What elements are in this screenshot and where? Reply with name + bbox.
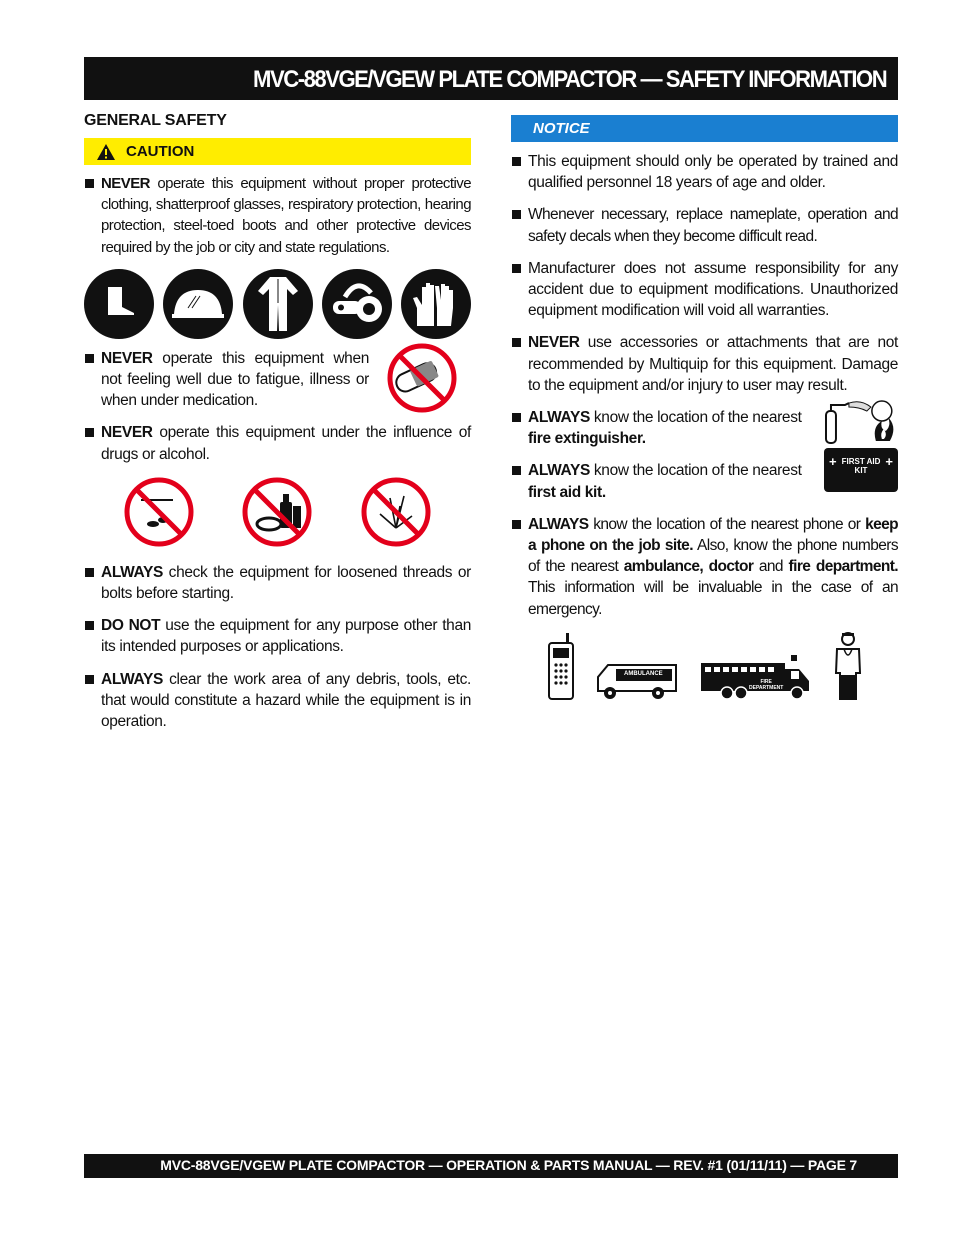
emergency-icon-row [547, 631, 862, 701]
caution-label: CAUTION [126, 143, 195, 160]
warning-triangle-icon [96, 143, 116, 161]
ppe-icon-row [84, 269, 471, 339]
no-smoking-icon [360, 476, 432, 548]
right-column [511, 110, 898, 701]
notice-fire-extinguisher: ALWAYS know the location of the nearest fire extinguisher. [511, 407, 810, 449]
hard-hat-icon [163, 269, 233, 339]
prohibition-icon-row [84, 476, 471, 548]
page-title: MVC-88VGE/VGEW PLATE COMPACTOR — SAFETY INFORMATION [252, 66, 886, 93]
gloves-icon [401, 269, 471, 339]
notice-trained-personnel: This equipment should only be operated by trained and qualified personnel 18 years of age and older. [511, 151, 898, 193]
bullet-check-bolts: ALWAYS check the equipment for loosened threads or bolts before starting. [84, 562, 471, 604]
page-footer [84, 1154, 898, 1178]
bullet-clear-work-area: ALWAYS clear the work area of any debris, tools, etc. that would constitute a hazard while the equipment is in operation. [84, 669, 471, 733]
bullet-drugs-alcohol: NEVER operate this equipment under the influence of drugs or alcohol. [84, 422, 471, 464]
ambulance-icon: AMBULANCE [596, 657, 678, 701]
notice-replace-decals: Whenever necessary, replace nameplate, operation and safety decals when they become difficult read. [511, 204, 898, 246]
boot-icon [84, 269, 154, 339]
no-drugs-icon [123, 476, 195, 548]
goggles-earmuffs-icon [322, 269, 392, 339]
no-alcohol-icon [241, 476, 313, 548]
left-column [84, 110, 471, 743]
bullet-row-illness [84, 349, 471, 423]
bullet-intended-use: DO NOT use the equipment for any purpose other than its intended purposes or applications. [84, 615, 471, 657]
caution-banner [84, 138, 471, 165]
first-aid-kit-icon: + + FIRST AID KIT [824, 448, 898, 492]
fire-truck-icon: FIRE DEPARTMENT [699, 653, 813, 701]
no-medication-icon [386, 342, 458, 419]
notice-emergency-contacts: ALWAYS know the location of the nearest phone or keep a phone on the job site. Also, know the phone numbers of the nearest ambulance, doctor and fire department. This information will be invaluable in the case of an emergency. [511, 514, 898, 620]
bullet-illness: NEVER operate this equipment when not feeling well due to fatigue, illness or when under medication. [84, 348, 369, 412]
notice-accessories: NEVER use accessories or attachments that are not recommended by Multiquip for this equipment. Damage to the equipment and/or injury to user may result. [511, 332, 898, 396]
notice-label: NOTICE [533, 120, 590, 137]
row-first-aid [511, 454, 898, 513]
notice-first-aid: ALWAYS know the location of the nearest first aid kit. [511, 460, 811, 502]
header-bar [84, 57, 898, 100]
fire-extinguisher-icon [824, 397, 898, 447]
doctor-icon [834, 631, 862, 701]
bullet-protective-gear: NEVER operate this equipment without proper protective clothing, shatterproof glasses, respiratory protection, hearing protection, steel-toed boots and other protective devices required by the job or city and state regulations. [84, 173, 471, 258]
coverall-icon [243, 269, 313, 339]
section-title: GENERAL SAFETY [84, 112, 227, 129]
footer-text: MVC-88VGE/VGEW PLATE COMPACTOR — OPERATION & PARTS MANUAL — REV. #1 (01/11/11) — PAGE 7 [160, 1157, 857, 1173]
cell-phone-icon [547, 633, 575, 701]
notice-modifications: Manufacturer does not assume responsibility for any accident due to equipment modifications. Unauthorized equipment modification will void all warranties. [511, 258, 898, 322]
notice-banner [511, 115, 898, 142]
